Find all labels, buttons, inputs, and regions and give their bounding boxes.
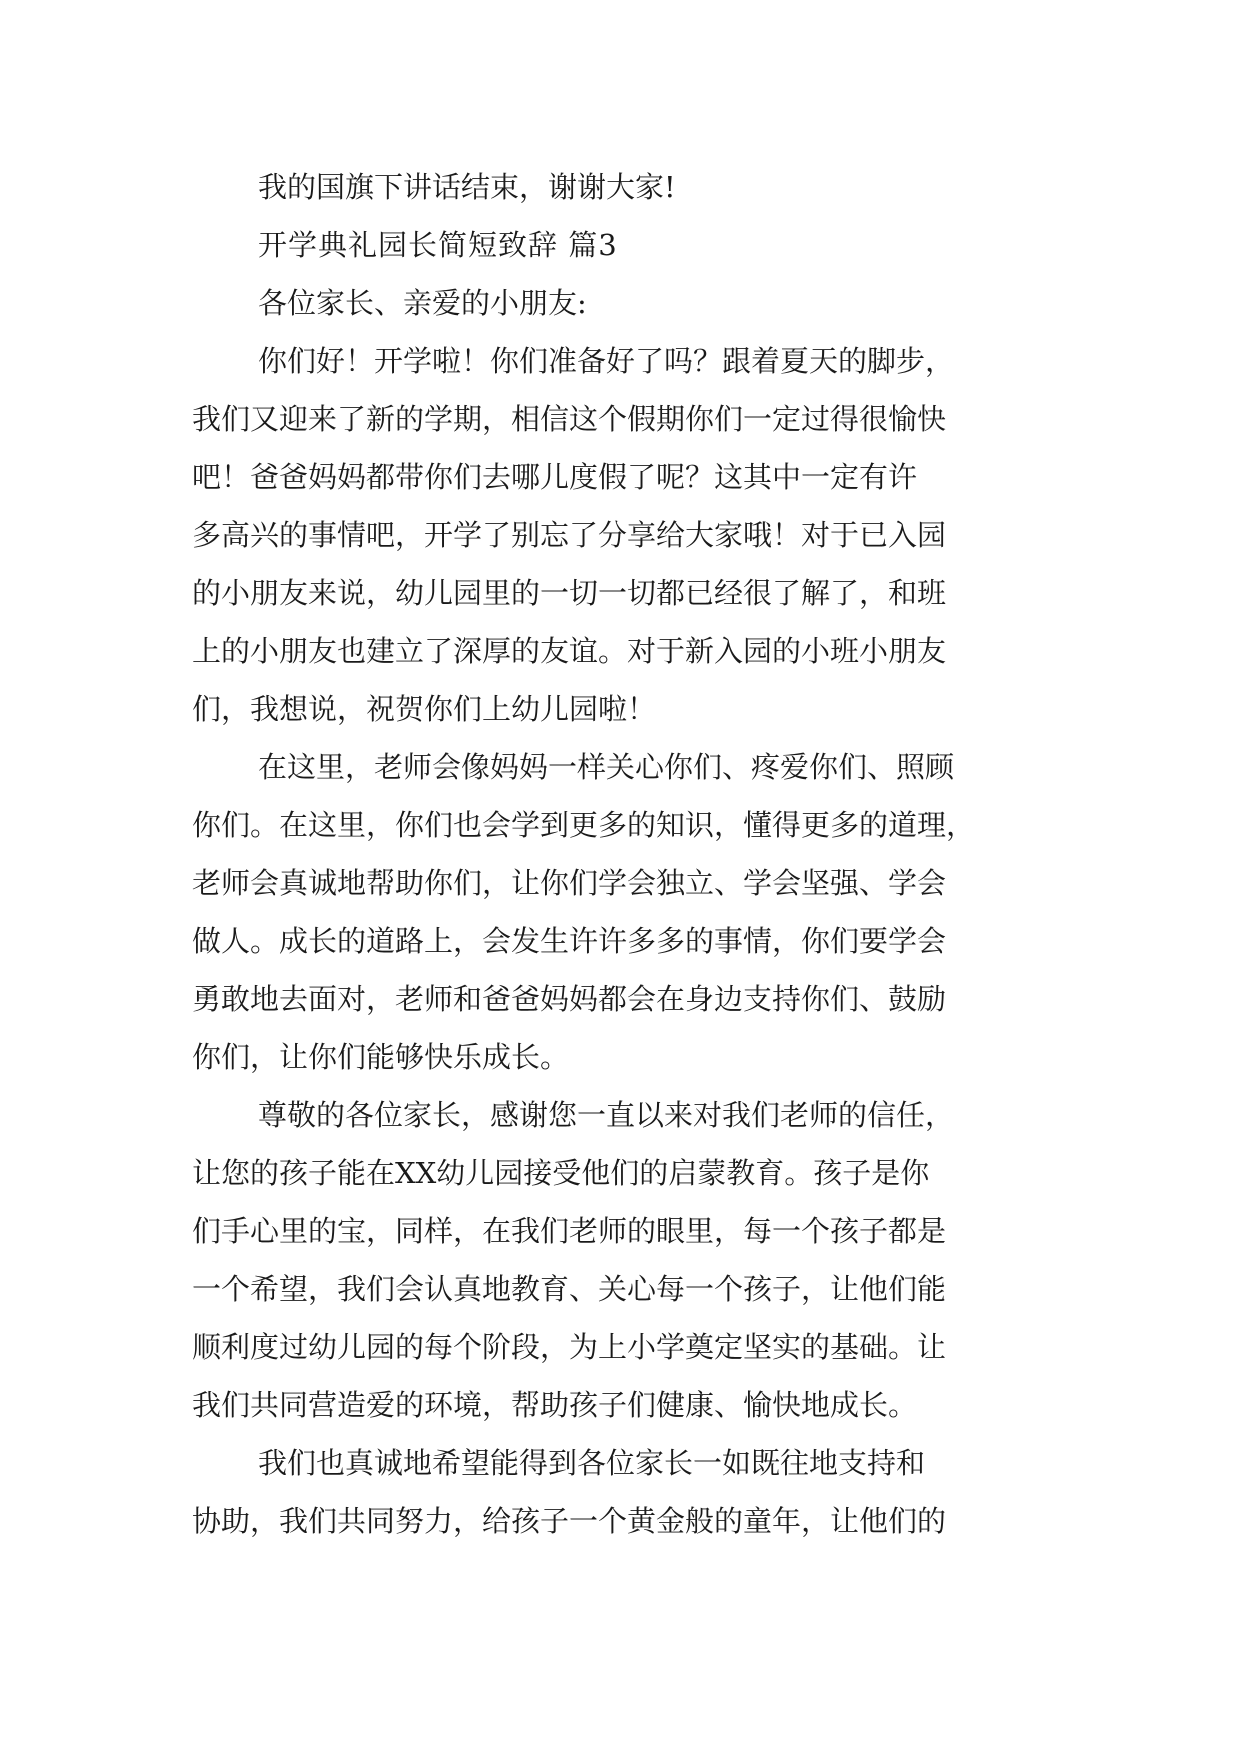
section-heading xyxy=(192,216,1052,274)
paragraph-teachers xyxy=(192,738,1052,1086)
text-line: 吧！爸爸妈妈都带你们去哪儿度假了呢？这其中一定有许 xyxy=(192,460,918,494)
text-line: 勇敢地去面对，老师和爸爸妈妈都会在身边支持你们、鼓励 xyxy=(192,982,947,1016)
text-line: 顺利度过幼儿园的每个阶段，为上小学奠定坚实的基础。让 xyxy=(192,1330,947,1364)
text-line: 的小朋友来说，幼儿园里的一切一切都已经很了解了，和班 xyxy=(192,576,947,610)
text-line: 你们好！开学啦！你们准备好了吗？跟着夏天的脚步， xyxy=(258,344,955,378)
text-line: 上的小朋友也建立了深厚的友谊。对于新入园的小班小朋友 xyxy=(192,634,947,668)
paragraph-parents xyxy=(192,1086,1052,1434)
document-body xyxy=(192,158,1052,1550)
text-line: 我们也真诚地希望能得到各位家长一如既往地支持和 xyxy=(258,1446,926,1480)
text-line: 协助，我们共同努力，给孩子一个黄金般的童年，让他们的 xyxy=(192,1504,947,1538)
text-line: 老师会真诚地帮助你们，让你们学会独立、学会坚强、学会 xyxy=(192,866,947,900)
closing-line xyxy=(192,158,1052,216)
heading-text: 开学典礼园长简短致辞 篇3 xyxy=(258,228,618,262)
text-line: 一个希望，我们会认真地教育、关心每一个孩子，让他们能 xyxy=(192,1272,947,1306)
text-line: 们，我想说，祝贺你们上幼儿园啦！ xyxy=(192,692,657,726)
text-line: 我们共同营造爱的环境，帮助孩子们健康、愉快地成长。 xyxy=(192,1388,918,1422)
text-line: 在这里，老师会像妈妈一样关心你们、疼爱你们、照顾 xyxy=(258,750,955,784)
text-line: 尊敬的各位家长，感谢您一直以来对我们老师的信任， xyxy=(258,1098,955,1132)
text-line: 各位家长、亲爱的小朋友: xyxy=(258,286,587,320)
paragraph-greeting xyxy=(192,332,1052,738)
salutation xyxy=(192,274,1052,332)
text-line: 做人。成长的道路上，会发生许许多多的事情，你们要学会 xyxy=(192,924,947,958)
text-line: 你们。在这里，你们也会学到更多的知识，懂得更多的道理， xyxy=(192,808,976,842)
text-line: 我的国旗下讲话结束，谢谢大家! xyxy=(258,170,676,204)
text-line: 你们，让你们能够快乐成长。 xyxy=(192,1040,570,1074)
paragraph-closing xyxy=(192,1434,1052,1550)
text-line: 多高兴的事情吧，开学了别忘了分享给大家哦！对于已入园 xyxy=(192,518,947,552)
text-line: 们手心里的宝，同样，在我们老师的眼里，每一个孩子都是 xyxy=(192,1214,947,1248)
text-line: 让您的孩子能在XX幼儿园接受他们的启蒙教育。孩子是你 xyxy=(192,1156,930,1190)
text-line: 我们又迎来了新的学期，相信这个假期你们一定过得很愉快 xyxy=(192,402,947,436)
